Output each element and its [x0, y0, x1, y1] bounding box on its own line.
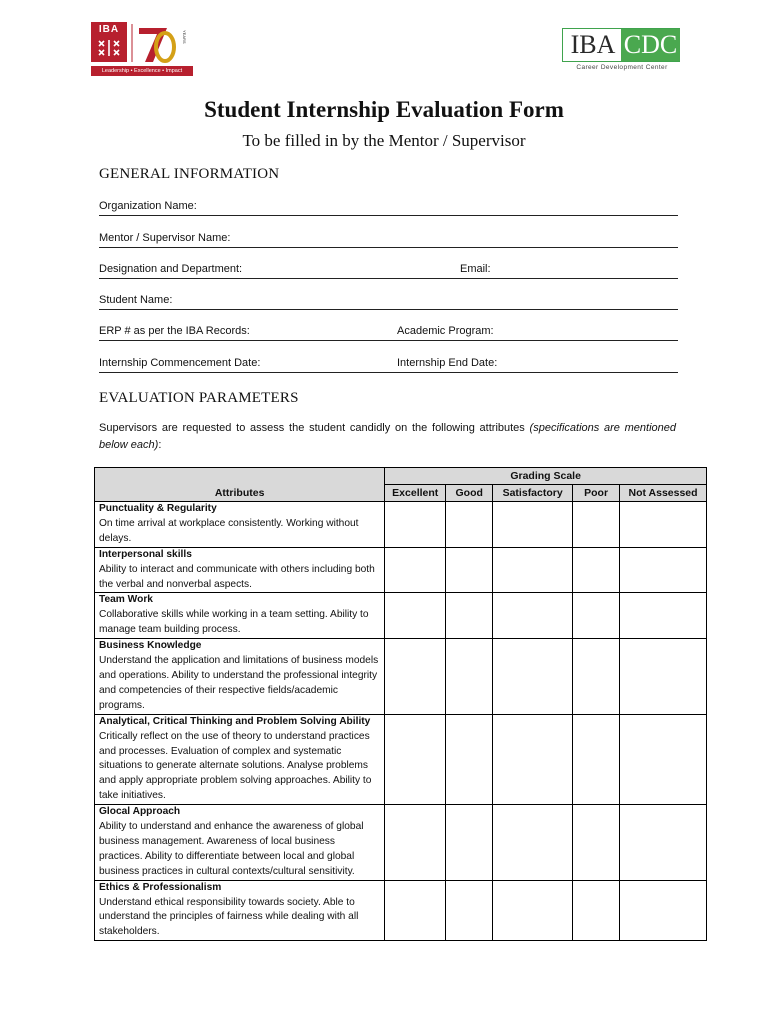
- grade-cell-not-assessed[interactable]: [620, 805, 707, 881]
- grade-cell-not-assessed[interactable]: [620, 639, 707, 715]
- grade-cell-poor[interactable]: [573, 502, 620, 548]
- table-row: [95, 714, 707, 804]
- grade-cell-not-assessed[interactable]: [620, 502, 707, 548]
- form-title: Student Internship Evaluation Form: [204, 97, 564, 122]
- cdc-iba-text: IBA: [570, 30, 616, 59]
- intro-main-text: Supervisors are requested to assess the student candidly on the following attributes: [99, 422, 530, 434]
- attribute-cell: [95, 805, 385, 881]
- attribute-cell: [95, 639, 385, 715]
- evaluation-intro: [99, 420, 676, 454]
- attributes-header: Attributes: [95, 468, 385, 502]
- attribute-title: Ethics & Professionalism: [99, 881, 222, 893]
- cdc-subtitle: Career Development Center: [576, 64, 668, 71]
- student-name-field[interactable]: [99, 291, 678, 310]
- table-row: [95, 805, 707, 881]
- attribute-description: Critically reflect on the use of theory to understand practices and processes. Evaluation of complex and systematic situations to generate alternate solutions. Analyse problems and apply appropriate problem solving approaches. Ability to take initiatives.: [99, 730, 372, 802]
- internship-dates-field[interactable]: [99, 354, 678, 373]
- evaluation-parameters-heading: EVALUATION PARAMETERS: [99, 390, 299, 406]
- iba-logo-text: IBA: [98, 24, 120, 35]
- grade-cell-excellent[interactable]: [385, 547, 446, 593]
- grade-cell-excellent[interactable]: [385, 639, 446, 715]
- attribute-cell: [95, 502, 385, 548]
- erp-program-field[interactable]: [99, 322, 678, 341]
- iba-logo: [91, 22, 193, 76]
- iba-tagline: Leadership • Excellence • Impact: [91, 66, 193, 76]
- attribute-description: Collaborative skills while working in a team setting. Ability to manage team building process.: [99, 609, 369, 636]
- end-date-label: Internship End Date:: [397, 357, 498, 369]
- student-name-label: Student Name:: [99, 294, 173, 306]
- grading-scale-header: Grading Scale: [385, 468, 707, 485]
- intro-italic-text: (specifications are mentioned below each): [99, 422, 676, 451]
- attribute-cell: [95, 593, 385, 639]
- cdc-green-text: CDC: [621, 29, 680, 61]
- attribute-title: Glocal Approach: [99, 806, 181, 818]
- evaluation-table-body: [95, 502, 707, 941]
- grade-cell-poor[interactable]: [573, 593, 620, 639]
- grade-header-poor: Poor: [573, 485, 620, 502]
- commencement-date-label: Internship Commencement Date:: [99, 357, 261, 369]
- grade-cell-not-assessed[interactable]: [620, 880, 707, 941]
- grade-cell-good[interactable]: [446, 714, 493, 804]
- grade-cell-excellent[interactable]: [385, 805, 446, 881]
- grade-cell-excellent[interactable]: [385, 714, 446, 804]
- grade-cell-satisfactory[interactable]: [493, 880, 573, 941]
- attribute-title: Interpersonal skills: [99, 548, 192, 560]
- iba-emblem-block: [91, 22, 127, 62]
- grade-cell-poor[interactable]: [573, 639, 620, 715]
- grade-cell-poor[interactable]: [573, 714, 620, 804]
- table-row: [95, 880, 707, 941]
- mentor-name-label: Mentor / Supervisor Name:: [99, 232, 231, 244]
- organization-name-label: Organization Name:: [99, 200, 197, 212]
- grade-cell-good[interactable]: [446, 880, 493, 941]
- grade-cell-good[interactable]: [446, 639, 493, 715]
- intro-end-text: :: [158, 439, 162, 451]
- email-label: Email:: [460, 263, 491, 275]
- iba-cdc-logo: [562, 28, 682, 74]
- grade-header-good: Good: [446, 485, 493, 502]
- attribute-title: Analytical, Critical Thinking and Problem Solving Ability: [99, 715, 371, 727]
- table-row: [95, 547, 707, 593]
- grade-cell-satisfactory[interactable]: [493, 502, 573, 548]
- table-row: [95, 593, 707, 639]
- grade-cell-not-assessed[interactable]: [620, 593, 707, 639]
- grade-cell-satisfactory[interactable]: [493, 714, 573, 804]
- attribute-description: Ability to understand and enhance the awareness of global business management. Awareness of local business practices. Ability to differentiate between local and global business practices in cultural contexts/cultural sensitivity.: [99, 821, 364, 877]
- attribute-title: Team Work: [99, 594, 153, 606]
- grade-cell-not-assessed[interactable]: [620, 547, 707, 593]
- mentor-name-field[interactable]: [99, 229, 678, 248]
- grade-cell-poor[interactable]: [573, 805, 620, 881]
- grade-cell-satisfactory[interactable]: [493, 547, 573, 593]
- svg-text:YEARS: YEARS: [182, 30, 187, 44]
- grade-cell-good[interactable]: [446, 547, 493, 593]
- cdc-logo-box: [562, 28, 680, 62]
- attribute-description: Ability to interact and communicate with others including both the verbal and nonverbal aspects.: [99, 563, 375, 590]
- grade-header-satisfactory: Satisfactory: [493, 485, 573, 502]
- general-information-heading: GENERAL INFORMATION: [99, 166, 280, 182]
- attribute-title: Punctuality & Regularity: [99, 503, 217, 514]
- attribute-description: Understand the application and limitations of business models and operations. Ability to understand the professional integrity and competencies of their respective fields/academic programs.: [99, 655, 379, 711]
- attribute-description: Understand ethical responsibility towards society. Able to understand the principles of fairness while dealing with all stakeholders.: [99, 896, 359, 938]
- evaluation-table: [94, 467, 707, 941]
- table-row: [95, 639, 707, 715]
- grade-cell-poor[interactable]: [573, 547, 620, 593]
- grade-cell-satisfactory[interactable]: [493, 639, 573, 715]
- erp-label: ERP # as per the IBA Records:: [99, 325, 250, 337]
- attribute-cell: [95, 714, 385, 804]
- grade-cell-excellent[interactable]: [385, 502, 446, 548]
- designation-label: Designation and Department:: [99, 263, 243, 275]
- grade-cell-excellent[interactable]: [385, 593, 446, 639]
- attribute-cell: [95, 880, 385, 941]
- grade-header-excellent: Excellent: [385, 485, 446, 502]
- academic-program-label: Academic Program:: [397, 325, 494, 337]
- grade-cell-excellent[interactable]: [385, 880, 446, 941]
- grade-header-not-assessed: Not Assessed: [620, 485, 707, 502]
- designation-email-field[interactable]: [99, 260, 678, 279]
- grade-cell-satisfactory[interactable]: [493, 805, 573, 881]
- seventy-years-emblem-icon: [131, 22, 191, 64]
- grade-cell-good[interactable]: [446, 593, 493, 639]
- iba-emblem-icon: [97, 38, 121, 58]
- form-subtitle: To be filled in by the Mentor / Supervisor: [242, 131, 526, 150]
- organization-name-field[interactable]: [99, 197, 678, 216]
- attribute-cell: [95, 547, 385, 593]
- attribute-description: On time arrival at workplace consistently. Working without delays.: [99, 517, 359, 544]
- grade-cell-not-assessed[interactable]: [620, 714, 707, 804]
- grade-cell-poor[interactable]: [573, 880, 620, 941]
- grade-cell-satisfactory[interactable]: [493, 593, 573, 639]
- attribute-title: Business Knowledge: [99, 640, 202, 652]
- grade-cell-good[interactable]: [446, 502, 493, 548]
- grade-cell-good[interactable]: [446, 805, 493, 881]
- table-row: [95, 502, 707, 548]
